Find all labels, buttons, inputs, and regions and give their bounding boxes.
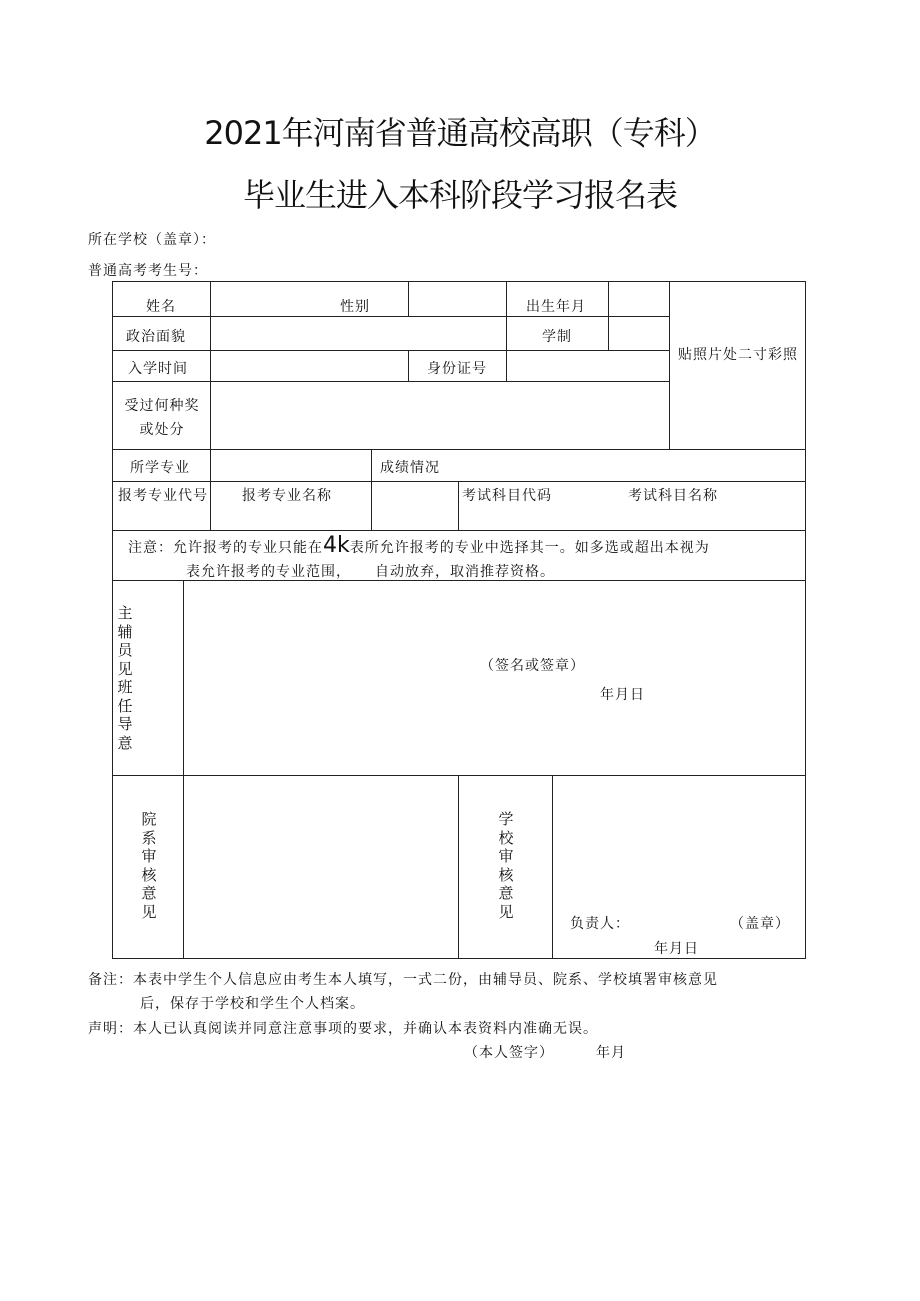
- id-number-label: 身份证号: [427, 361, 487, 377]
- enroll-time-label: 入学时间: [128, 361, 188, 377]
- note-rest: 表所允许报考的专业中选择其一。如多选或超出本视为: [349, 540, 710, 556]
- grades-label: 成绩情况: [380, 460, 440, 476]
- name-label: 姓名: [146, 299, 176, 315]
- exam-subject-name-label: 考试科目名称: [628, 488, 718, 504]
- apply-major-name-label: 报考专业名称: [242, 488, 332, 504]
- remarks-line1: 备注：本表中学生个人信息应由考生本人填写，一式二份，由辅导员、院系、学校填署审核意见: [88, 972, 718, 988]
- school-date-label: 年月日: [654, 941, 699, 957]
- sign-or-seal-label: （签名或签章）: [480, 658, 585, 674]
- seal-label: （盖章）: [730, 916, 790, 932]
- note-line2a: 表允许报考的专业范围，: [186, 564, 351, 580]
- self-date-label: 年月: [596, 1045, 626, 1061]
- apply-major-code-label: 报考专业代号: [118, 488, 208, 504]
- declaration-text: 声明：本人已认真阅读并同意注意事项的要求，并确认本表资料内准确无误。: [88, 1021, 598, 1037]
- self-signature-label: （本人签字）: [464, 1045, 554, 1061]
- note-table-ref: 4k: [323, 533, 350, 558]
- note-prefix: 注意：允许报考的专业只能在: [128, 540, 323, 556]
- form-title-line1: 2021年河南省普通高校高职（专科）: [204, 114, 716, 152]
- counselor-opinion-label: 主辅员见班任导意: [117, 604, 133, 752]
- photo-placeholder: 贴照片处二寸彩照: [678, 347, 798, 363]
- birth-label: 出生年月: [526, 299, 586, 315]
- gender-label: 性别: [340, 299, 370, 315]
- remarks-line2: 后，保存于学校和学生个人档案。: [140, 996, 365, 1012]
- major-label: 所学专业: [130, 460, 190, 476]
- responsible-person-label: 负责人：: [570, 916, 630, 932]
- department-opinion-label: 院系审核意见: [141, 810, 157, 921]
- note-line2b: 自动放弃，取消推荐资格。: [375, 564, 555, 580]
- exam-subject-code-label: 考试科目代码: [462, 488, 552, 504]
- awards-label: 受过何种奖或处分: [124, 398, 200, 438]
- counselor-date-label: 年月日: [600, 687, 645, 703]
- school-opinion-label: 学校审核意见: [498, 810, 514, 921]
- schooling-length-label: 学制: [542, 329, 572, 345]
- form-title-line2: 毕业生进入本科阶段学习报名表: [242, 176, 677, 214]
- political-status-label: 政治面貌: [126, 329, 186, 345]
- school-label: 所在学校（盖章）：: [88, 232, 216, 248]
- note-text: [128, 533, 710, 558]
- exam-number-label: 普通高考考生号：: [88, 263, 208, 279]
